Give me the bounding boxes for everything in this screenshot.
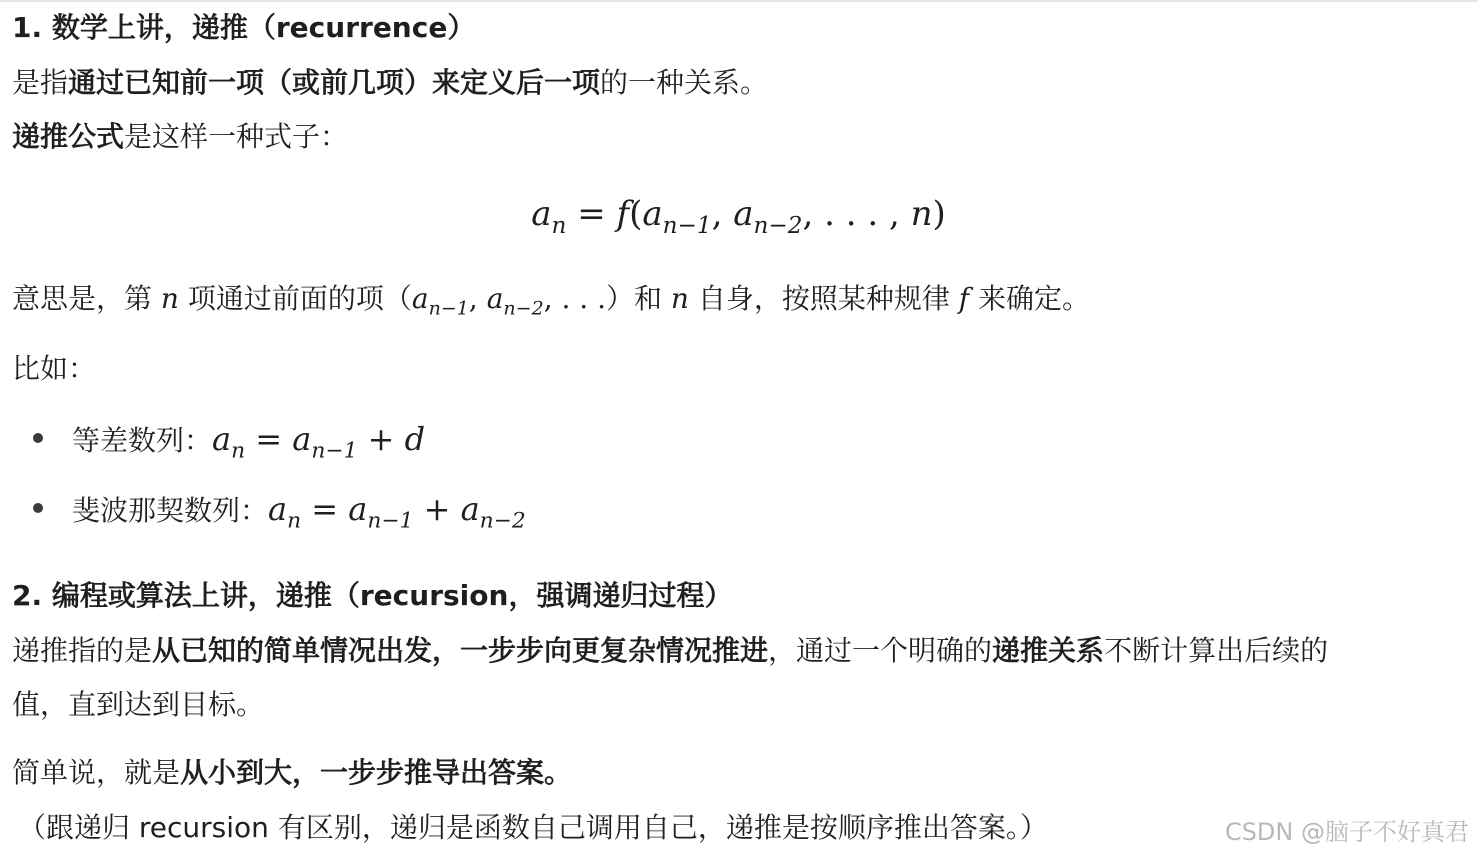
para1-bold-1: 从已知的简单情况出发，一步步向更复杂情况推进 (152, 634, 769, 667)
example-2-lhs: a (268, 490, 288, 528)
formula-f: f (616, 194, 630, 234)
meaning-text-4: 自身，按照某种规律 (688, 282, 959, 315)
para2-bold: 从小到大，一步步推导出答案。 (180, 756, 573, 789)
watermark: CSDN @脑子不好真君 (1224, 818, 1469, 846)
formula-term-1: a (642, 194, 663, 234)
formula-equals: = (566, 194, 617, 234)
example-1-term-2: d (404, 420, 426, 458)
meaning-a1-sub: n−1 (428, 297, 469, 320)
formula-close-paren: ) (932, 194, 946, 234)
meaning-ellipsis: , . . . (543, 282, 607, 315)
formula-separator-2: , . . . , (802, 194, 911, 234)
para1-prefix: 递推指的是 (12, 634, 153, 667)
para1-bold-2: 递推关系 (992, 634, 1105, 667)
example-1-formula (212, 420, 426, 464)
display-formula (0, 192, 1477, 240)
example-1-lhs: a (212, 420, 232, 458)
meaning-comma: , (468, 282, 487, 315)
meaning-n-2: n (670, 282, 689, 315)
example-1-term-1-sub: n−1 (311, 438, 358, 464)
example-2-term-2: a (460, 490, 480, 528)
example-1-lhs-sub: n (231, 438, 246, 464)
para1-middle: ，通过一个明确的 (768, 634, 993, 667)
meaning-a2-sub: n−2 (503, 297, 544, 320)
bullet-dot-2 (33, 503, 43, 513)
meaning-a1: a (411, 282, 429, 315)
meaning-text-3: ）和 (606, 282, 671, 315)
example-2-lhs-sub: n (287, 508, 302, 534)
meaning-text-2: 项通过前面的项（ (178, 282, 412, 315)
formula-intro-bold: 递推公式 (12, 120, 125, 153)
example-item-fibonacci (72, 490, 526, 534)
top-border (0, 0, 1477, 2)
example-2-plus: + (413, 490, 461, 528)
formula-term-2-sub: n−2 (753, 213, 803, 240)
example-2-label: 斐波那契数列： (72, 494, 269, 527)
example-1-label: 等差数列： (72, 424, 213, 457)
formula-lhs-sub: n (551, 213, 567, 240)
para1-suffix: 不断计算出后续的 (1104, 634, 1329, 667)
meaning-inline-math (411, 282, 607, 320)
example-2-term-1-sub: n−1 (367, 508, 414, 534)
section-2-paragraph-2 (12, 755, 572, 791)
definition-line (12, 65, 768, 101)
example-1-term-1: a (292, 420, 312, 458)
example-2-equals: = (301, 490, 349, 528)
meaning-line (12, 281, 1091, 320)
definition-bold: 通过已知前一项（或前几项）来定义后一项 (68, 66, 601, 99)
section-2-paragraph-1-continued: 值，直到达到目标。 (12, 688, 265, 721)
bullet-dot-1 (33, 433, 43, 443)
formula-intro-line (12, 119, 348, 155)
formula-intro-text: 是这样一种式子： (124, 120, 349, 153)
section-2-paragraph-1 (12, 633, 1328, 669)
example-intro: 比如： (12, 352, 97, 385)
example-2-term-1: a (348, 490, 368, 528)
formula-lhs: a (531, 194, 552, 234)
example-2-term-2-sub: n−2 (479, 508, 526, 534)
meaning-a2: a (486, 282, 504, 315)
example-1-equals: = (245, 420, 293, 458)
formula-separator-1: , (711, 194, 734, 234)
meaning-text-1: 意思是，第 (12, 282, 161, 315)
meaning-text-5: 来确定。 (969, 282, 1091, 315)
example-2-formula (268, 490, 526, 534)
formula-open-paren: ( (629, 194, 643, 234)
example-1-plus: + (357, 420, 405, 458)
formula-term-2: a (733, 194, 754, 234)
example-item-arithmetic (72, 420, 426, 464)
section-1-heading: 1. 数学上讲，递推（recurrence） (12, 11, 476, 44)
formula-n: n (910, 194, 933, 234)
section-2-heading: 2. 编程或算法上讲，递推（recursion，强调递归过程） (12, 579, 733, 612)
definition-prefix: 是指 (12, 66, 69, 99)
section-2-note: （跟递归 recursion 有区别，递归是函数自己调用自己，递推是按顺序推出答案。） (18, 811, 1048, 844)
formula-term-1-sub: n−1 (662, 213, 712, 240)
meaning-f: f (958, 282, 970, 315)
para2-prefix: 简单说，就是 (12, 756, 181, 789)
definition-suffix: 的一种关系。 (600, 66, 769, 99)
meaning-n-1: n (160, 282, 179, 315)
